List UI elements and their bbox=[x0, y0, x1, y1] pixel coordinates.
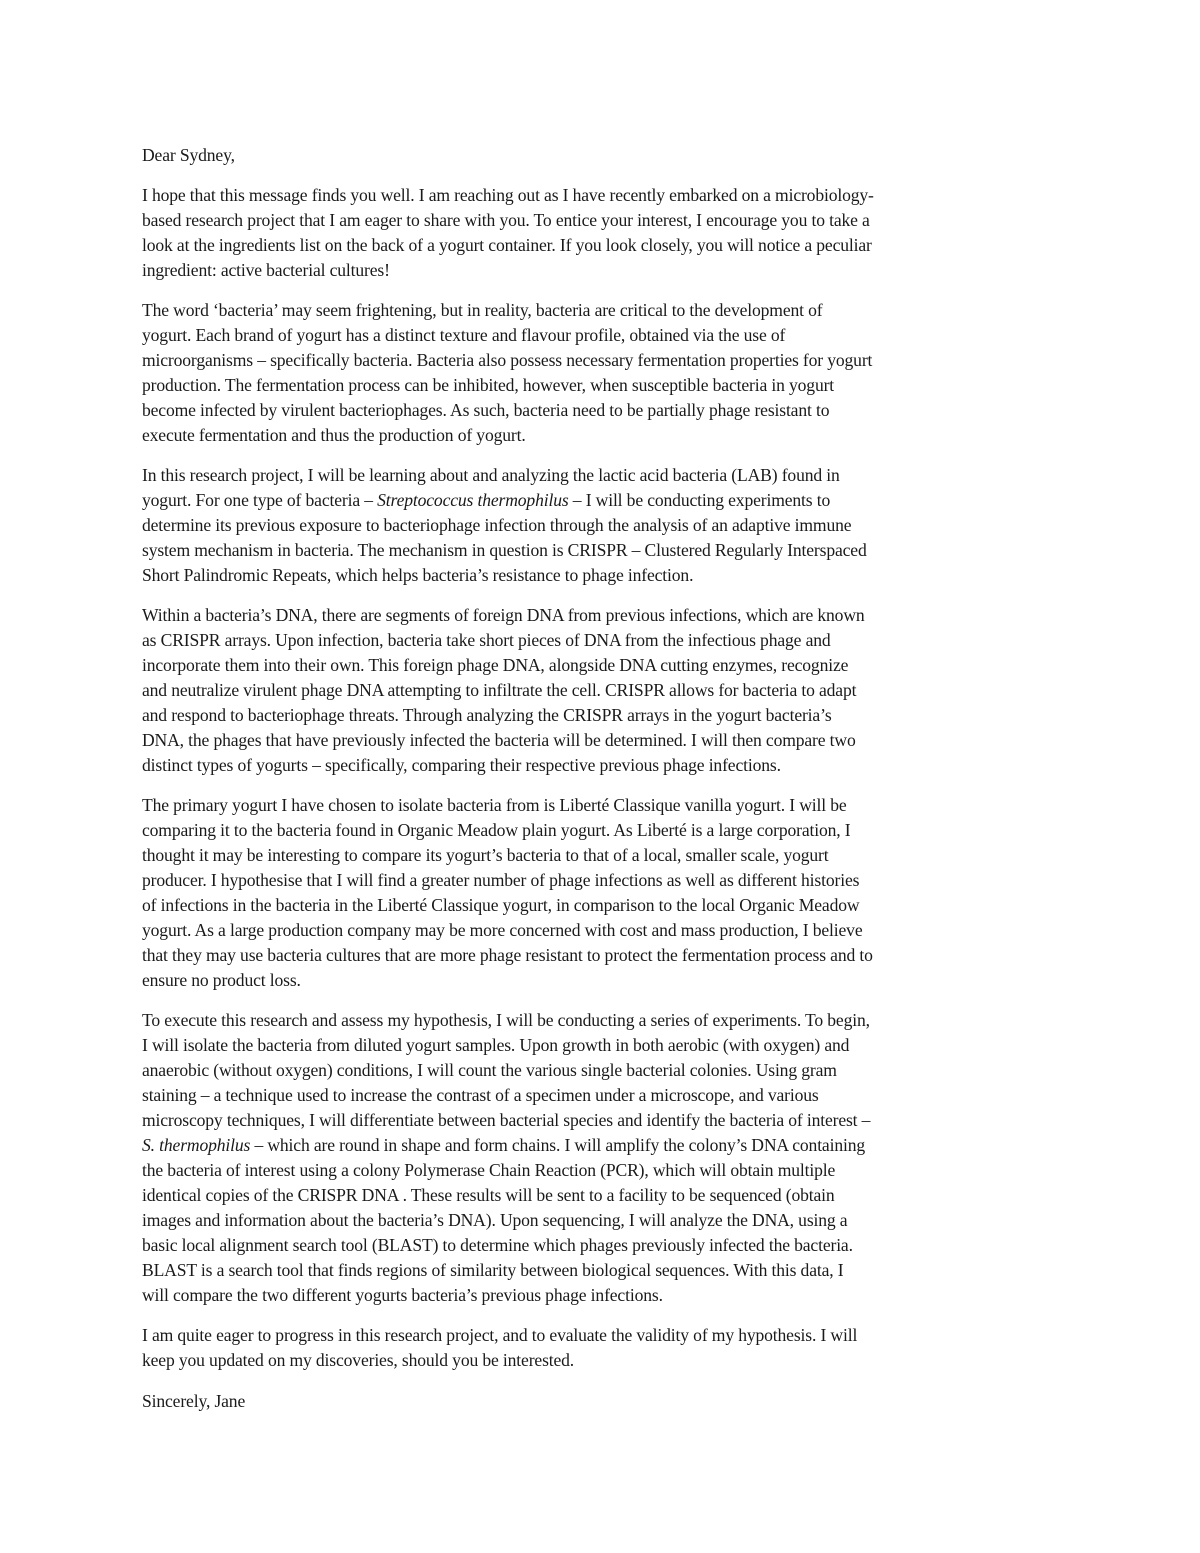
text-run: producer. I hypothesise that I will find a greater number of phage infections as well as different histories bbox=[142, 870, 860, 890]
text-run: Within a bacteria’s DNA, there are segments of foreign DNA from previous infections, which are known bbox=[142, 605, 865, 625]
text-line bbox=[142, 323, 1072, 348]
text-run: become infected by virulent bacteriophages. As such, bacteria need to be partially phage resistant to bbox=[142, 400, 830, 420]
italic-species-name: Streptococcus thermophilus bbox=[377, 490, 569, 510]
text-run: DNA, the phages that have previously infected the bacteria will be determined. I will then compare two bbox=[142, 730, 856, 750]
text-line bbox=[142, 208, 1072, 233]
text-line bbox=[142, 1058, 1072, 1083]
text-run: yogurt. Each brand of yogurt has a distinct texture and flavour profile, obtained via the use of bbox=[142, 325, 786, 345]
text-run: the bacteria of interest using a colony Polymerase Chain Reaction (PCR), which will obtain multiple bbox=[142, 1160, 836, 1180]
text-run: microscopy techniques, I will differentiate between bacterial species and identify the bacteria of interest – bbox=[142, 1110, 871, 1130]
text-line bbox=[142, 1233, 1072, 1258]
text-run: identical copies of the CRISPR DNA . These results will be sent to a facility to be sequenced (obtain bbox=[142, 1185, 835, 1205]
spacer bbox=[142, 1308, 1072, 1323]
text-line bbox=[142, 1258, 1072, 1283]
paragraph-2 bbox=[142, 298, 1072, 448]
text-line bbox=[142, 563, 1072, 588]
text-line bbox=[142, 1348, 1072, 1373]
text-run: based research project that I am eager to share with you. To entice your interest, I encourage you to take a bbox=[142, 210, 870, 230]
text-line bbox=[142, 603, 1072, 628]
text-run: thought it may be interesting to compare its yogurt’s bacteria to that of a local, smaller scale, yogurt bbox=[142, 845, 829, 865]
text-line bbox=[142, 628, 1072, 653]
text-line bbox=[142, 1133, 1072, 1158]
spacer bbox=[142, 778, 1072, 793]
text-line bbox=[142, 183, 1072, 208]
text-line bbox=[142, 373, 1072, 398]
letter-body bbox=[142, 143, 1072, 1414]
text-run: system mechanism in bacteria. The mechanism in question is CRISPR – Clustered Regularly Interspaced bbox=[142, 540, 867, 560]
text-line bbox=[142, 678, 1072, 703]
text-run: – which are round in shape and form chains. I will amplify the colony’s DNA containing bbox=[250, 1135, 866, 1155]
text-line bbox=[142, 1283, 1072, 1308]
text-run: distinct types of yogurts – specifically, comparing their respective previous phage infections. bbox=[142, 755, 781, 775]
text-line bbox=[142, 818, 1072, 843]
text-line bbox=[142, 943, 1072, 968]
text-run: determine its previous exposure to bacteriophage infection through the analysis of an adaptive immune bbox=[142, 515, 852, 535]
italic-species-name: S. thermophilus bbox=[142, 1135, 251, 1155]
text-line bbox=[142, 513, 1072, 538]
paragraph-4 bbox=[142, 603, 1072, 778]
text-line bbox=[142, 793, 1072, 818]
text-run: will compare the two different yogurts bacteria’s previous phage infections. bbox=[142, 1285, 663, 1305]
spacer bbox=[142, 448, 1072, 463]
text-run: The primary yogurt I have chosen to isolate bacteria from is Liberté Classique vanilla yogurt. I will be bbox=[142, 795, 847, 815]
text-run: I am quite eager to progress in this research project, and to evaluate the validity of my hypothesis. I will bbox=[142, 1325, 858, 1345]
greeting: Dear Sydney, bbox=[142, 145, 235, 165]
text-run: To execute this research and assess my hypothesis, I will be conducting a series of experiments. To begin, bbox=[142, 1010, 870, 1030]
text-run: incorporate them into their own. This foreign phage DNA, alongside DNA cutting enzymes, recognize bbox=[142, 655, 849, 675]
text-line bbox=[142, 488, 1072, 513]
text-run: basic local alignment search tool (BLAST) to determine which phages previously infected the bacteria. bbox=[142, 1235, 853, 1255]
text-line bbox=[142, 1208, 1072, 1233]
text-run: as CRISPR arrays. Upon infection, bacteria take short pieces of DNA from the infectious phage and bbox=[142, 630, 831, 650]
paragraph-1 bbox=[142, 183, 1072, 283]
text-line bbox=[142, 1083, 1072, 1108]
text-line bbox=[142, 703, 1072, 728]
text-run: In this research project, I will be learning about and analyzing the lactic acid bacteria (LAB) found in bbox=[142, 465, 840, 485]
spacer bbox=[142, 283, 1072, 298]
text-line bbox=[142, 1183, 1072, 1208]
text-run: ingredient: active bacterial cultures! bbox=[142, 260, 390, 280]
spacer bbox=[142, 993, 1072, 1008]
paragraph-7 bbox=[142, 1323, 1072, 1373]
text-line bbox=[142, 1323, 1072, 1348]
spacer bbox=[142, 588, 1072, 603]
text-line bbox=[142, 1033, 1072, 1058]
text-run: ensure no product loss. bbox=[142, 970, 301, 990]
text-run: and respond to bacteriophage threats. Through analyzing the CRISPR arrays in the yogurt bacteria’s bbox=[142, 705, 832, 725]
text-run: comparing it to the bacteria found in Organic Meadow plain yogurt. As Liberté is a large corporation, I bbox=[142, 820, 851, 840]
text-run: I will isolate the bacteria from diluted yogurt samples. Upon growth in both aerobic (with oxygen) and bbox=[142, 1035, 850, 1055]
text-line bbox=[142, 298, 1072, 323]
text-line bbox=[142, 653, 1072, 678]
text-run: yogurt. For one type of bacteria – bbox=[142, 490, 378, 510]
text-run: execute fermentation and thus the production of yogurt. bbox=[142, 425, 526, 445]
text-run: Short Palindromic Repeats, which helps bacteria’s resistance to phage infection. bbox=[142, 565, 694, 585]
text-run: and neutralize virulent phage DNA attempting to infiltrate the cell. CRISPR allows for bacteria to adapt bbox=[142, 680, 857, 700]
text-run: yogurt. As a large production company may be more concerned with cost and mass production, I believe bbox=[142, 920, 863, 940]
text-run: microorganisms – specifically bacteria. Bacteria also possess necessary fermentation properties for yogurt bbox=[142, 350, 873, 370]
text-line bbox=[142, 843, 1072, 868]
text-run: production. The fermentation process can be inhibited, however, when susceptible bacteria in yogurt bbox=[142, 375, 835, 395]
text-line bbox=[142, 868, 1072, 893]
text-run: I hope that this message finds you well. I am reaching out as I have recently embarked on a microbiology- bbox=[142, 185, 874, 205]
text-run: BLAST is a search tool that finds regions of similarity between biological sequences. With this data, I bbox=[142, 1260, 844, 1280]
text-line bbox=[142, 398, 1072, 423]
text-run: keep you updated on my discoveries, should you be interested. bbox=[142, 1350, 575, 1370]
text-line bbox=[142, 893, 1072, 918]
text-line bbox=[142, 1008, 1072, 1033]
text-run: look at the ingredients list on the back of a yogurt container. If you look closely, you will notice a peculiar bbox=[142, 235, 872, 255]
text-run: staining – a technique used to increase the contrast of a specimen under a microscope, and various bbox=[142, 1085, 819, 1105]
text-line bbox=[142, 463, 1072, 488]
text-line bbox=[142, 918, 1072, 943]
text-line bbox=[142, 258, 1072, 283]
text-run: that they may use bacteria cultures that are more phage resistant to protect the fermentation process and to bbox=[142, 945, 873, 965]
text-line bbox=[142, 233, 1072, 258]
text-run: – I will be conducting experiments to bbox=[568, 490, 831, 510]
text-line bbox=[142, 423, 1072, 448]
text-line bbox=[142, 753, 1072, 778]
letter-paragraphs bbox=[142, 183, 1072, 1389]
text-line bbox=[142, 1158, 1072, 1183]
text-line bbox=[142, 728, 1072, 753]
spacer bbox=[142, 168, 1072, 183]
text-line bbox=[142, 968, 1072, 993]
closing-signature: Sincerely, Jane bbox=[142, 1391, 246, 1411]
text-line bbox=[142, 348, 1072, 373]
text-line bbox=[142, 538, 1072, 563]
text-run: images and information about the bacteria’s DNA). Upon sequencing, I will analyze the DNA, using a bbox=[142, 1210, 848, 1230]
text-line bbox=[142, 1108, 1072, 1133]
paragraph-5 bbox=[142, 793, 1072, 993]
spacer bbox=[142, 1373, 1072, 1389]
text-run: The word ‘bacteria’ may seem frightening, but in reality, bacteria are critical to the development of bbox=[142, 300, 823, 320]
text-run: of infections in the bacteria in the Liberté Classique yogurt, in comparison to the local Organic Meadow bbox=[142, 895, 860, 915]
text-run: anaerobic (without oxygen) conditions, I will count the various single bacterial colonies. Using gram bbox=[142, 1060, 837, 1080]
paragraph-6 bbox=[142, 1008, 1072, 1308]
paragraph-3 bbox=[142, 463, 1072, 588]
